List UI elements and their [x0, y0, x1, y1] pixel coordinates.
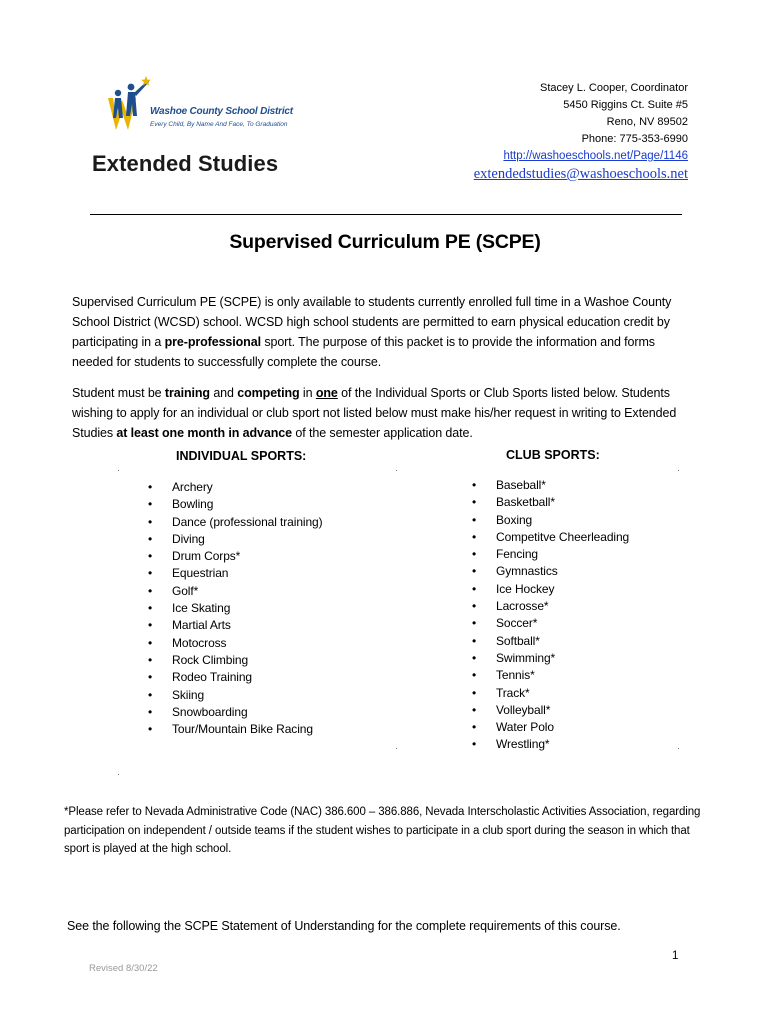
individual-sports-list — [148, 479, 323, 738]
address-line-1: 5450 Riggins Ct. Suite #5 — [563, 99, 688, 111]
list-item: • Archery — [148, 479, 323, 496]
district-logo — [92, 76, 304, 186]
logo-tagline: Every Child, By Name And Face, To Graduation — [150, 121, 288, 128]
list-item: • Water Polo — [472, 719, 629, 736]
table-corner-mark — [396, 748, 397, 749]
list-item: • Competitve Cheerleading — [472, 529, 629, 546]
revision-date: Revised 8/30/22 — [89, 963, 158, 974]
requirements-paragraph — [72, 383, 696, 443]
table-corner-mark — [118, 774, 119, 775]
req-text-b: and — [209, 386, 238, 400]
list-item: • Tennis* — [472, 667, 629, 684]
list-item: • Snowboarding — [148, 704, 323, 721]
list-item: • Volleyball* — [472, 702, 629, 719]
phone-number: Phone: 775-353-6990 — [581, 133, 688, 145]
list-item: • Diving — [148, 531, 323, 548]
list-item: • Drum Corps* — [148, 548, 323, 565]
intro-text-b: sport. The purpose of this packet is to provide the information and forms needed for students to successfully complete the course. — [72, 335, 655, 369]
list-item: • Ice Skating — [148, 600, 323, 617]
list-item: • Softball* — [472, 633, 629, 650]
req-text-a: Student must be — [72, 386, 165, 400]
req-bold-training: training — [164, 386, 210, 400]
table-corner-mark — [396, 470, 397, 471]
logo-district-name: Washoe County School District — [150, 106, 293, 117]
list-item: • Bowling — [148, 496, 323, 513]
list-item: • Skiing — [148, 687, 323, 704]
page-title: Supervised Curriculum PE (SCPE) — [229, 231, 541, 253]
list-item: • Baseball* — [472, 477, 629, 494]
program-title: Extended Studies — [92, 151, 279, 176]
list-item: • Gymnastics — [472, 563, 629, 580]
table-corner-mark — [678, 470, 679, 471]
list-item: • Basketball* — [472, 494, 629, 511]
req-bold-advance: at least one month in advance — [116, 426, 292, 440]
req-text-e: of the semester application date. — [292, 426, 473, 440]
individual-sports-heading: INDIVIDUAL SPORTS: — [176, 449, 307, 463]
list-item: • Tour/Mountain Bike Racing — [148, 721, 323, 738]
list-item: • Lacrosse* — [472, 598, 629, 615]
club-sports-list — [472, 477, 629, 754]
list-item: • Equestrian — [148, 565, 323, 582]
list-item: • Rock Climbing — [148, 652, 323, 669]
list-item: • Wrestling* — [472, 736, 629, 753]
nac-footnote: *Please refer to Nevada Administrative Code (NAC) 386.600 – 386.886, Nevada Interscholastic Activities Association, regarding participation on independent / outside teams if the student wishes to participate in a club sport during the season in which that sport is played at the high school. — [64, 806, 701, 855]
list-item: • Motocross — [148, 635, 323, 652]
address-line-2: Reno, NV 89502 — [606, 116, 688, 128]
intro-text-a: Supervised Curriculum PE (SCPE) is only available to students currently enrolled full time in a Washoe County School District (WCSD) school. WCSD high school students are permitted to earn physical education credit by participating in a — [72, 295, 672, 349]
header-divider — [90, 214, 682, 215]
email-link[interactable]: extendedstudies@washoeschools.net — [473, 166, 688, 182]
contact-block — [474, 80, 688, 183]
coordinator-name: Stacey L. Cooper, Coordinator — [540, 82, 688, 94]
list-item: • Ice Hockey — [472, 581, 629, 598]
page-number: 1 — [672, 950, 679, 962]
intro-paragraph — [72, 292, 696, 372]
list-item: • Boxing — [472, 512, 629, 529]
table-corner-mark — [118, 470, 119, 471]
list-item: • Fencing — [472, 546, 629, 563]
req-bold-competing: competing — [237, 386, 300, 400]
list-item: • Dance (professional training) — [148, 514, 323, 531]
req-text-c: in — [299, 386, 316, 400]
list-item: • Soccer* — [472, 615, 629, 632]
intro-bold-preprofessional: pre-professional — [164, 335, 261, 349]
req-bold-one: one — [315, 386, 338, 400]
table-corner-mark — [678, 748, 679, 749]
list-item: • Rodeo Training — [148, 669, 323, 686]
list-item: • Golf* — [148, 583, 323, 600]
district-logo-icon — [104, 76, 152, 138]
closing-statement: See the following the SCPE Statement of Understanding for the complete requirements of this course. — [67, 919, 621, 933]
list-item: • Track* — [472, 685, 629, 702]
club-sports-heading: CLUB SPORTS: — [506, 448, 600, 462]
website-link[interactable]: http://washoeschools.net/Page/1146 — [503, 150, 688, 162]
list-item: • Martial Arts — [148, 617, 323, 634]
req-text-d: of the Individual Sports or Club Sports listed below. Students wishing to apply for an individual or club sport not listed below must make his/her request in writing to Extended Studies — [72, 386, 677, 440]
list-item: • Swimming* — [472, 650, 629, 667]
